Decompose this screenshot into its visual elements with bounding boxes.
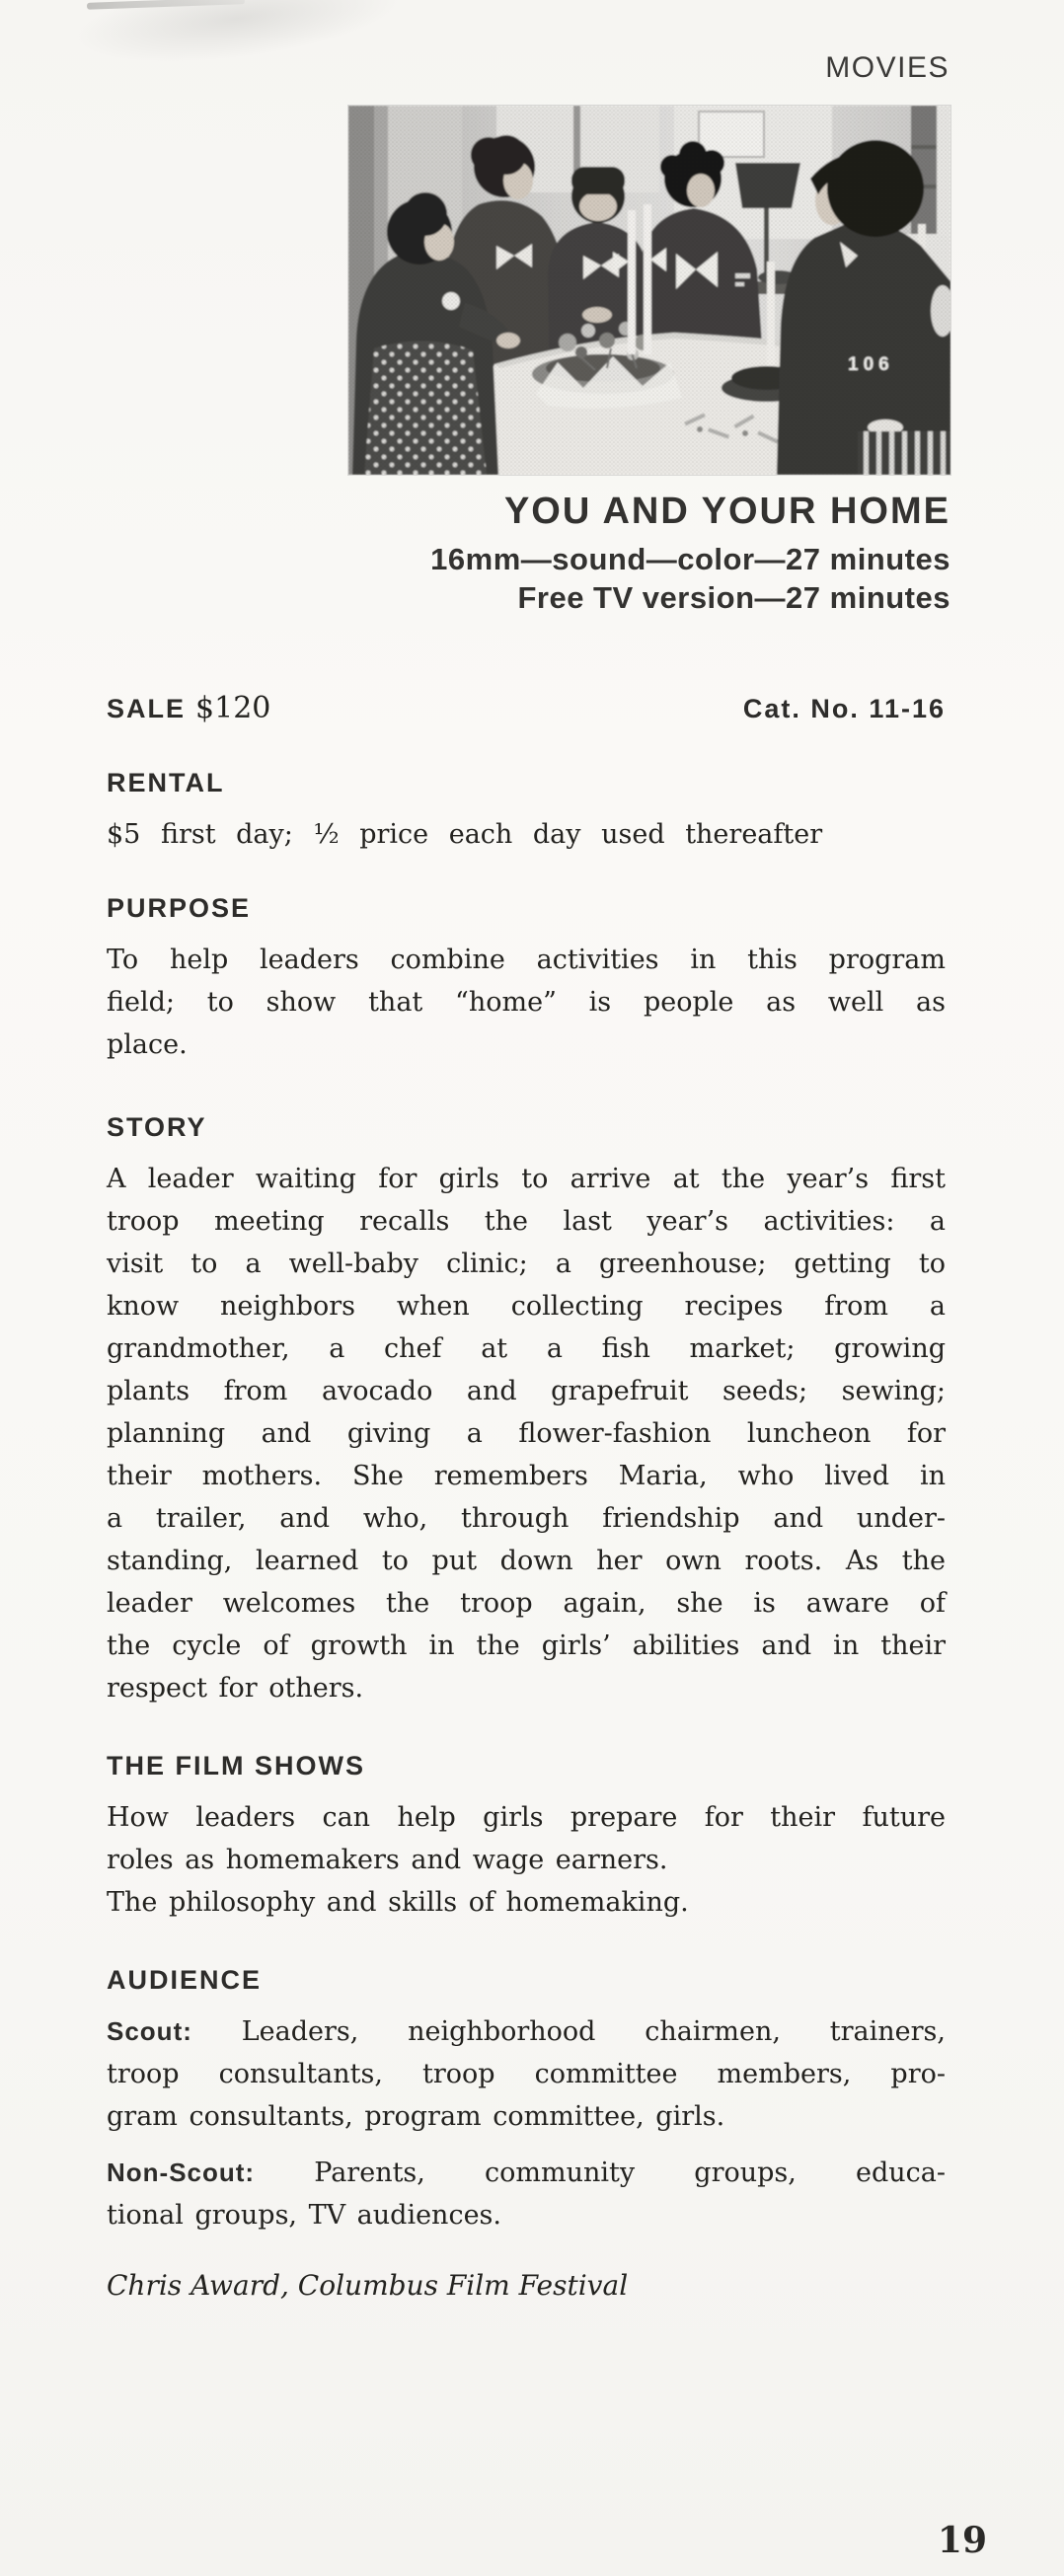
sale-price-group (107, 691, 270, 730)
paragraph (107, 939, 946, 1066)
text-line: their mothers. She remembers Maria, who lived in (107, 1461, 946, 1491)
paragraph (107, 1158, 946, 1709)
text-line: The philosophy and skills of homemaking. (107, 1887, 689, 1918)
text-line: grandmother, a chef at a fish market; growing (107, 1333, 946, 1364)
text-line: Scout: Leaders, neighborhood chairmen, trainers, (107, 2016, 946, 2047)
text-line: How leaders can help girls prepare for their future (107, 1802, 946, 1833)
text-line: field; to show that “home” is people as well as (107, 987, 946, 1018)
text-line: gram consultants, program committee, girls. (107, 2101, 725, 2132)
film-photo-illustration (348, 106, 950, 475)
rental-heading: RENTAL (107, 768, 225, 797)
paragraph (107, 2152, 946, 2236)
section-audience (107, 1963, 946, 2236)
award-line: Chris Award, Columbus Film Festival (107, 2269, 629, 2302)
text-line: leader welcomes the troop again, she is aware of (107, 1588, 946, 1619)
film-format-line: 16mm—sound—color—27 minutes (430, 542, 950, 576)
section-body (107, 2010, 946, 2236)
text-line: standing, learned to put down her own roots. As the (107, 1546, 946, 1576)
catalog-number: Cat. No. 11-16 (742, 694, 946, 723)
section-purpose (107, 891, 946, 1066)
title-block (430, 492, 950, 617)
scan-smudge (55, 0, 418, 83)
rental-terms: $5 first day; ½ price each day used thereafter (107, 819, 823, 850)
text-line: To help leaders combine activities in this program (107, 945, 946, 975)
film-photo (348, 106, 950, 475)
audience-group-label: Scout: (107, 2016, 192, 2046)
section-body (107, 1158, 946, 1709)
page-number: 19 (937, 2520, 987, 2561)
listing-body (107, 691, 946, 2307)
section-heading: AUDIENCE (107, 1965, 263, 1995)
text-line: troop meeting recalls the last year’s activities: a (107, 1206, 946, 1237)
film-tv-line: Free TV version—27 minutes (517, 580, 950, 615)
paragraph (107, 2010, 946, 2138)
section-story (107, 1110, 946, 1709)
text-line: roles as homemakers and wage earners. (107, 1845, 668, 1875)
audience-group-label: Non-Scout: (107, 2158, 256, 2187)
section-body (107, 1796, 946, 1924)
section-heading: THE FILM SHOWS (107, 1751, 365, 1780)
sale-label: SALE (107, 694, 187, 723)
text-line: A leader waiting for girls to arrive at the year’s first (107, 1164, 946, 1194)
text-line: place. (107, 1029, 188, 1060)
sale-price: $120 (195, 691, 271, 725)
halftone-overlay (348, 106, 950, 475)
section-body (107, 939, 946, 1066)
film-title: YOU AND YOUR HOME (503, 491, 950, 532)
text-line: Non-Scout: Parents, community groups, educa- (107, 2158, 946, 2188)
paragraph (107, 1881, 946, 1924)
text-line: visit to a well-baby clinic; a greenhouse; getting to (107, 1249, 946, 1279)
paragraph (107, 1796, 946, 1881)
sale-row (107, 691, 946, 730)
text-line: a trailer, and who, through friendship and under- (107, 1503, 946, 1534)
text-line: know neighbors when collecting recipes from a (107, 1291, 946, 1322)
text-line: troop consultants, troop committee members, pro- (107, 2059, 946, 2089)
text-line: planning and giving a flower-fashion luncheon for (107, 1418, 946, 1449)
section-heading: STORY (107, 1112, 207, 1142)
text-line: the cycle of growth in the girls’ abilities and in their (107, 1630, 946, 1661)
text-line: plants from avocado and grapefruit seeds; sewing; (107, 1376, 946, 1406)
text-line: respect for others. (107, 1673, 364, 1704)
section-heading: PURPOSE (107, 893, 252, 923)
category-label: MOVIES (825, 51, 950, 84)
section-film-shows (107, 1749, 946, 1924)
text-line: tional groups, TV audiences. (107, 2200, 501, 2231)
